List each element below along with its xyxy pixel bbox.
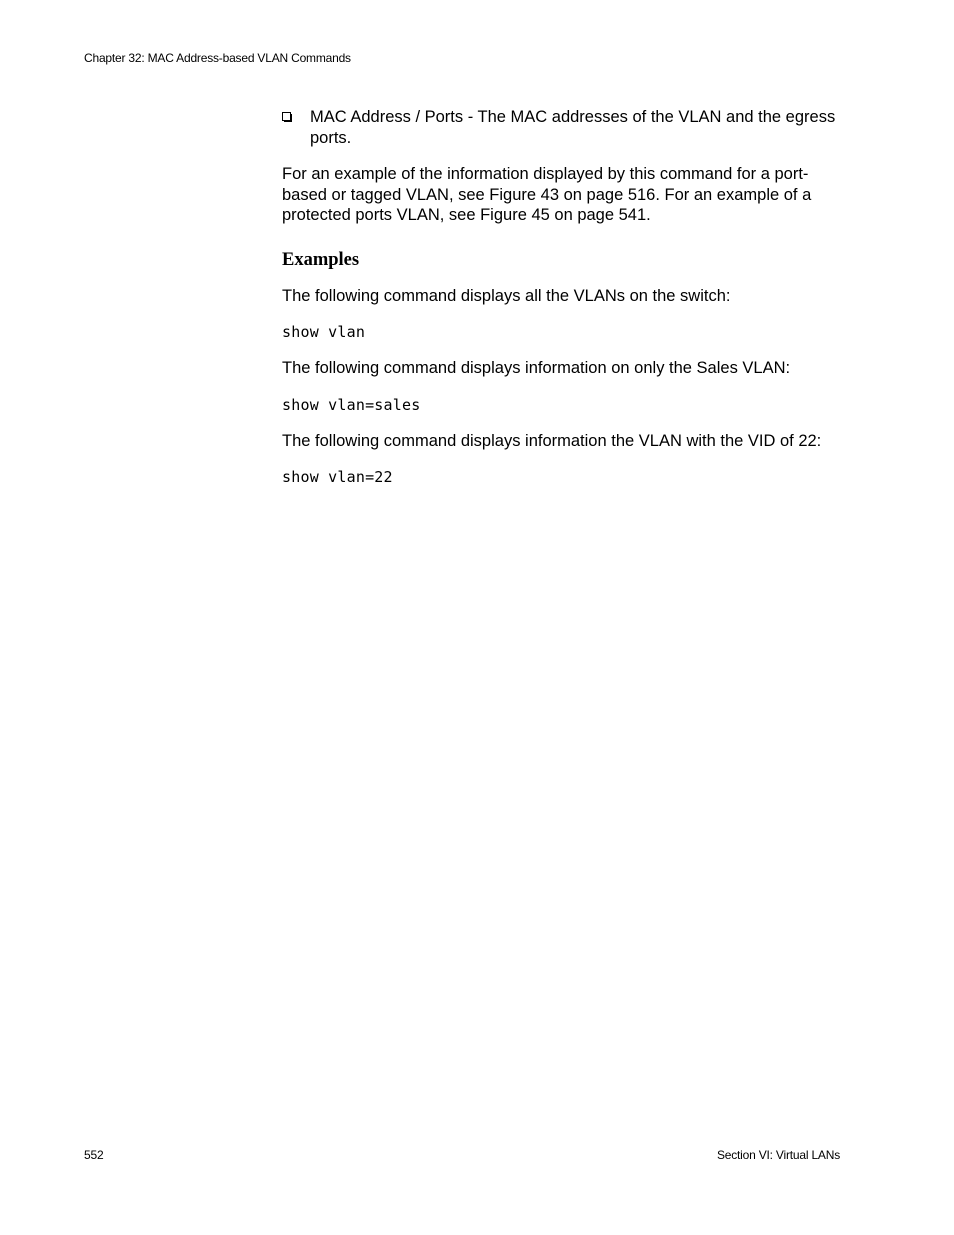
example-reference-paragraph [282, 164, 852, 226]
paragraph-line: protected ports VLAN, see Figure 45 on page 541. [282, 206, 651, 224]
checkbox-bullet-icon [282, 112, 291, 121]
code-example: show vlan=sales [282, 395, 421, 414]
code-example: show vlan=22 [282, 468, 393, 486]
example-description: The following command displays information on only the Sales VLAN: [282, 359, 791, 377]
paragraph-line: For an example of the information displayed by this command for a port- [282, 165, 809, 183]
paragraph-line: based or tagged VLAN, see Figure 43 on page 516. For an example of a [282, 185, 812, 204]
footer-section-title: Section VI: Virtual LANs [716, 1148, 840, 1162]
example-description: The following command displays all the VLANs on the switch: [282, 286, 731, 305]
running-header: Chapter 32: MAC Address-based VLAN Commands [84, 51, 351, 65]
main-content [282, 107, 852, 503]
example-description: The following command displays information the VLAN with the VID of 22: [282, 431, 822, 450]
page-number: 552 [84, 1148, 104, 1162]
section-heading: Examples [282, 249, 360, 270]
list-item [282, 107, 852, 149]
code-example: show vlan [282, 323, 366, 341]
bullet-text: MAC Address / Ports - The MAC addresses of the VLAN and the egress ports. [310, 108, 836, 147]
